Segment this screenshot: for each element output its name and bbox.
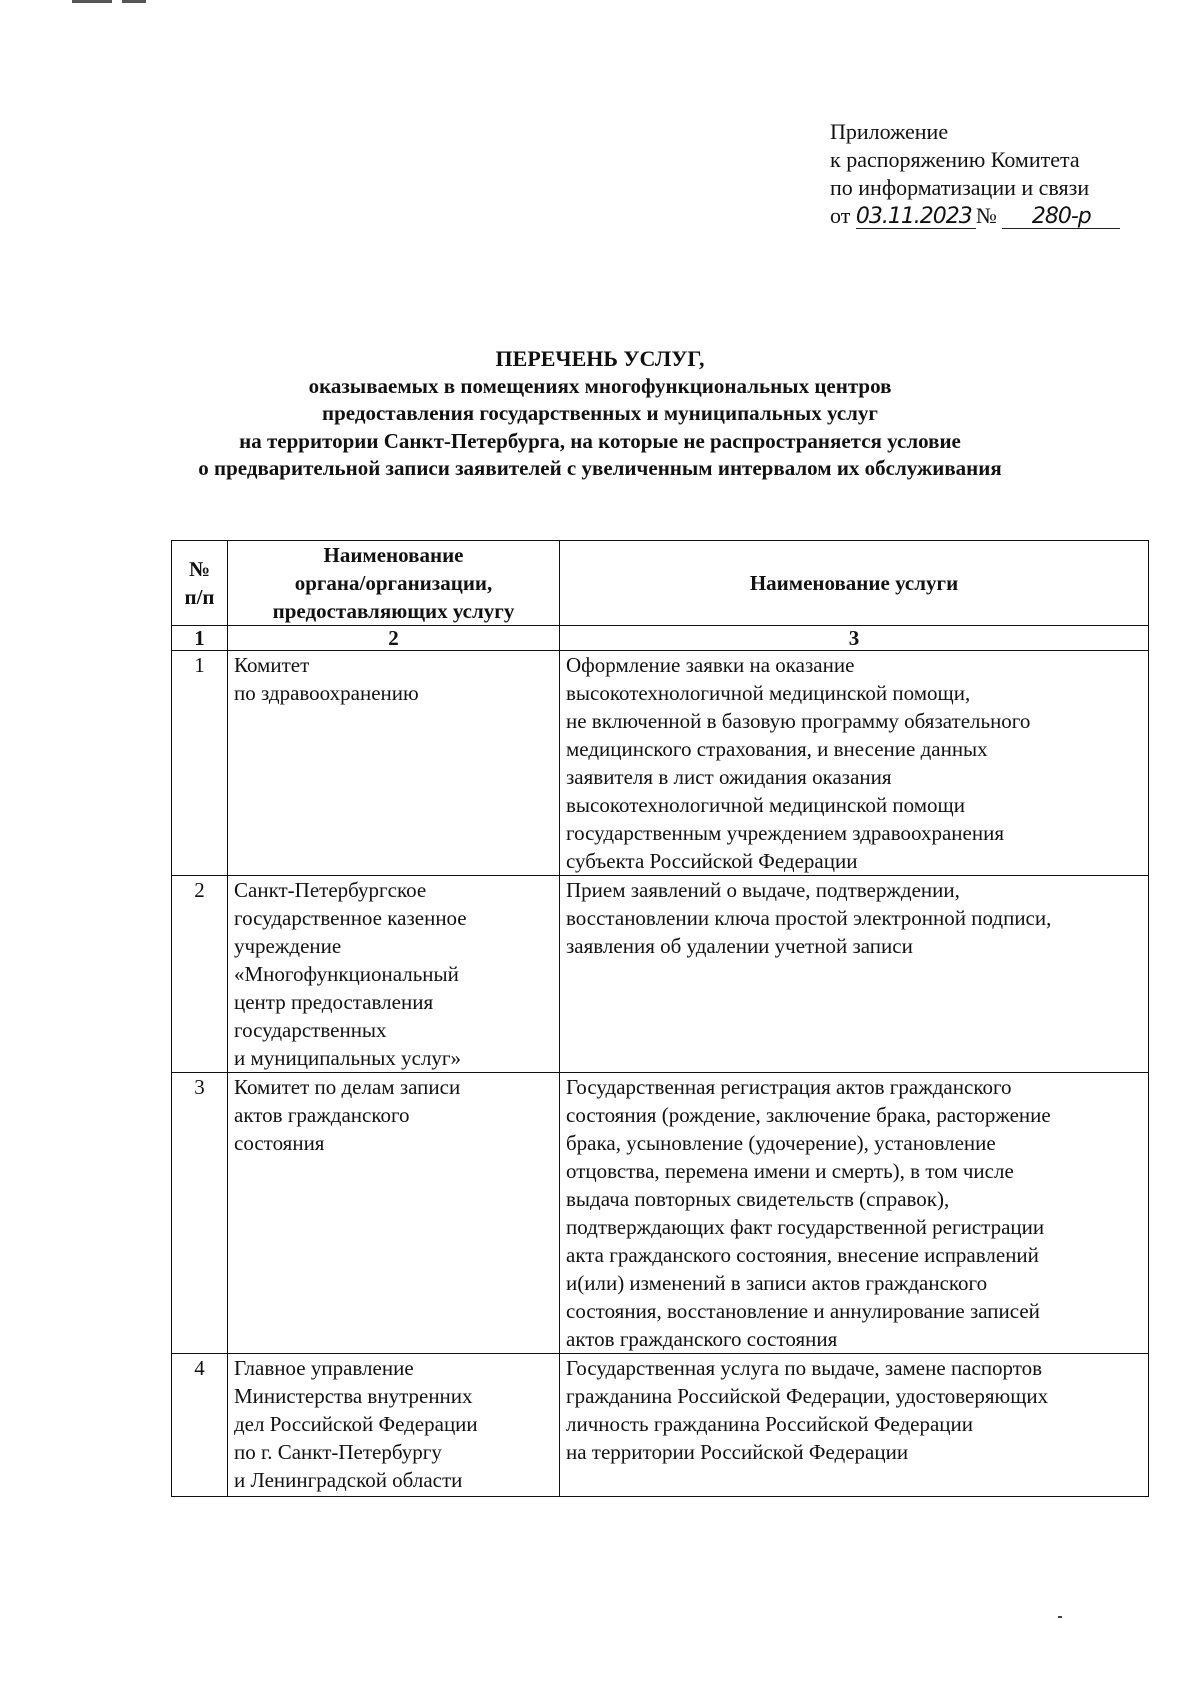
row-service: Прием заявлений о выдаче, подтверждении, восстановлении ключа простой электронной подписи, заявления об удалении учетной записи [560, 876, 1149, 1073]
header-number: № п/п [172, 541, 228, 626]
table-row [172, 651, 1149, 876]
table-row [172, 876, 1149, 1073]
scan-dot [1058, 1616, 1062, 1618]
services-table [171, 540, 1149, 1497]
title-main: ПЕРЕЧЕНЬ УСЛУГ, [495, 346, 705, 371]
row-number: 1 [172, 651, 228, 876]
row-organization: Комитет по здравоохранению [228, 651, 560, 876]
row-number: 3 [172, 1073, 228, 1354]
table-header-row [172, 541, 1149, 626]
scan-artifact [72, 0, 112, 3]
scan-artifact [122, 0, 146, 3]
title-line-3: на территории Санкт-Петербурга, на которые не распространяется условие [239, 428, 961, 453]
column-number: 3 [560, 626, 1149, 651]
handwritten-date: 03.11.2023 [856, 206, 976, 229]
document-title [100, 345, 1100, 483]
appendix-line-3: по информатизации и связи [830, 175, 1090, 200]
row-organization: Комитет по делам записи актов гражданского состояния [228, 1073, 560, 1354]
column-number-row [172, 626, 1149, 651]
column-number: 1 [172, 626, 228, 651]
appendix-line-1: Приложение [830, 119, 949, 144]
row-number: 4 [172, 1354, 228, 1497]
row-service: Государственная услуга по выдаче, замене паспортов гражданина Российской Федерации, удостоверяющих личность гражданина Российской Федерации на территории Российской Федерации [560, 1354, 1149, 1497]
row-organization: Санкт-Петербургское государственное казенное учреждение «Многофункциональный центр предоставления государственных и муниципальных услуг» [228, 876, 560, 1073]
row-service: Оформление заявки на оказание высокотехнологичной медицинской помощи, не включенной в базовую программу обязательного медицинского страхования, и внесение данных заявителя в лист ожидания оказания высокотехнологичной медицинской помощи государственным учреждением здравоохранения субъекта Российской Федерации [560, 651, 1149, 876]
title-line-1: оказываемых в помещениях многофункциональных центров [308, 373, 892, 398]
title-line-4: о предварительной записи заявителей с увеличенным интервалом их обслуживания [198, 456, 1002, 480]
appendix-block [830, 118, 1120, 230]
handwritten-number: 280-р [1002, 206, 1120, 229]
table-row [172, 1354, 1149, 1497]
row-number: 2 [172, 876, 228, 1073]
header-organization: Наименование органа/организации, предоставляющих услугу [228, 541, 560, 626]
header-service: Наименование услуги [560, 541, 1149, 626]
appendix-line-2: к распоряжению Комитета [830, 147, 1080, 172]
row-service: Государственная регистрация актов гражданского состояния (рождение, заключение брака, расторжение брака, усыновление (удочерение), установление отцовства, перемена имени и смерть), в том числе выдача повторных свидетельств (справок), подтверждающих факт государственной регистрации акта гражданского состояния, внесение исправлений и(или) изменений в записи актов гражданского состояния, восстановление и аннулирование записей актов гражданского состояния [560, 1073, 1149, 1354]
row-organization: Главное управление Министерства внутренних дел Российской Федерации по г. Санкт-Петербургу и Ленинградской области [228, 1354, 560, 1497]
column-number: 2 [228, 626, 560, 651]
appendix-from-prefix: от [830, 203, 851, 228]
table-row [172, 1073, 1149, 1354]
number-sign: № [975, 203, 997, 228]
appendix-date-line [830, 202, 1120, 230]
title-line-2: предоставления государственных и муниципальных услуг [322, 401, 878, 425]
